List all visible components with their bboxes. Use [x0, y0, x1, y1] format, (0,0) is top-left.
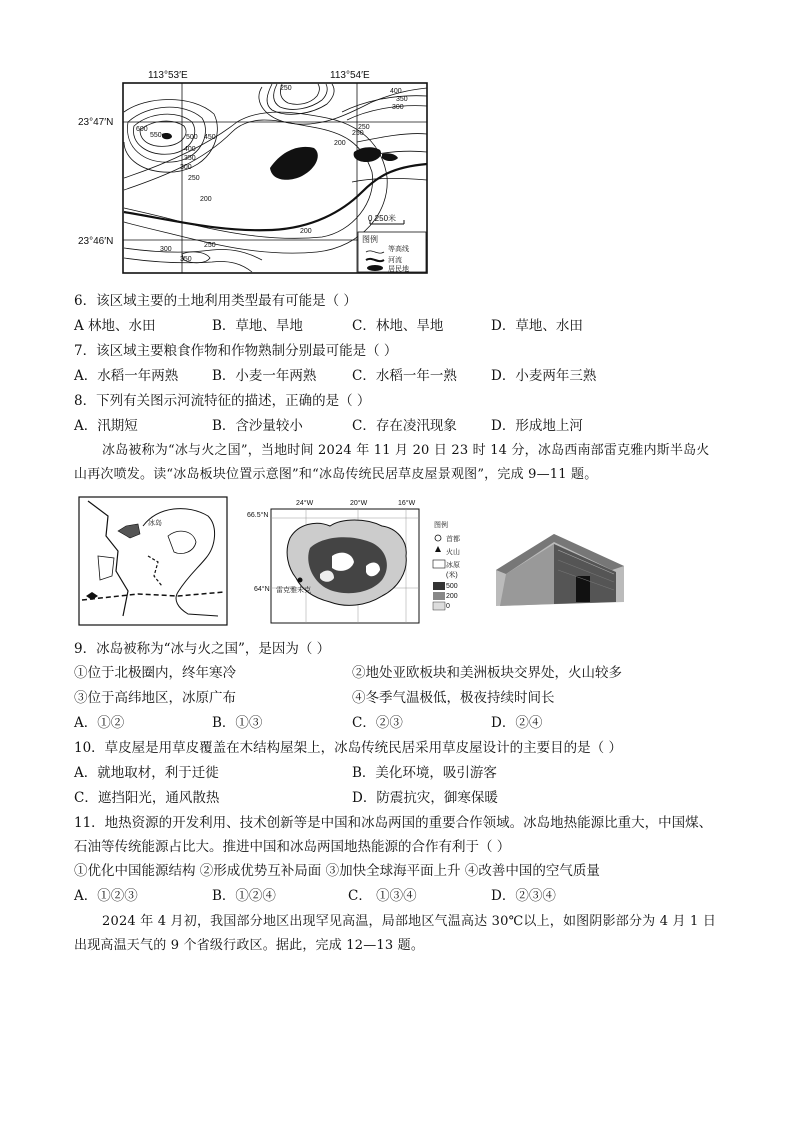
contour-label: 400 [390, 88, 402, 95]
q7-option-d[interactable]: D．小麦两年三熟 [491, 368, 597, 384]
q8-option-d[interactable]: D．形成地上河 [491, 418, 583, 434]
q7-option-c[interactable]: C．水稻一年一熟 [352, 368, 457, 384]
iceland-lat-66n: 66.5°N [247, 512, 269, 519]
q11-option-d[interactable]: D．②③④ [491, 888, 556, 904]
iceland-legend-500: 500 [446, 583, 458, 590]
q9-statement-1: ①位于北极圈内，终年寒冷 [74, 665, 236, 681]
q11-option-b[interactable]: B．①②④ [212, 888, 276, 904]
q11-stem-line2: 石油等传统能源占比大。推进中国和冰岛两国地热能源的合作有利于（ ） [74, 839, 511, 855]
q9-option-c[interactable]: C．②③ [352, 715, 403, 731]
q7-option-a[interactable]: A．水稻一年两熟 [74, 368, 179, 384]
q8-option-a[interactable]: A．汛期短 [74, 418, 138, 434]
topo-legend-contour: 等高线 [388, 246, 409, 253]
q10-option-d[interactable]: D．防震抗灾，御寒保暖 [352, 790, 498, 806]
q11-option-c[interactable]: C． ①③④ [348, 888, 417, 904]
topo-lon-right: 113°54′E [330, 70, 370, 81]
q6-option-b[interactable]: B．草地、旱地 [212, 318, 303, 334]
contour-label: 200 [334, 140, 346, 147]
q8-option-c[interactable]: C．存在凌汛现象 [352, 418, 457, 434]
iceland-legend-icefield: 冰原 [446, 562, 460, 569]
heatwave-intro: 2024 年 4 月初，我国部分地区出现罕见高温，局部地区气温高达 30℃以上，如图阴影部分为 4 月 1 日出现高温天气的 9 个省级行政区。据此，完成 12—13 题。 [74, 914, 717, 953]
q10-option-c[interactable]: C．遮挡阳光，通风散热 [74, 790, 220, 806]
iceland-legend-0: 0 [446, 603, 450, 610]
iceland-lat-64n: 64°N [254, 586, 270, 593]
contour-label: 350 [396, 96, 408, 103]
plate-map-iceland-label: 冰岛 [148, 520, 162, 527]
q10-stem: 10．草皮屋是用草皮覆盖在木结构屋架上，冰岛传统民居采用草皮屋设计的主要目的是（ ） [74, 740, 622, 756]
q6-option-d[interactable]: D．草地、水田 [491, 318, 583, 334]
contour-label: 350 [180, 256, 192, 263]
q6-option-c[interactable]: C．林地、旱地 [352, 318, 444, 334]
iceland-lon-24w: 24°W [296, 500, 314, 507]
contour-label: 400 [184, 146, 196, 153]
q7-stem: 7．该区域主要粮食作物和作物熟制分别最可能是（ ） [74, 343, 398, 359]
topo-lat-bottom: 23°46′N [78, 236, 114, 247]
contour-label: 300 [392, 104, 404, 111]
contour-label: 250 [358, 124, 370, 131]
iceland-legend-unit: (米) [446, 572, 458, 579]
topo-legend-river: 河流 [388, 257, 402, 264]
iceland-legend-title: 图例 [434, 522, 448, 529]
q9-option-a[interactable]: A．①② [74, 715, 125, 731]
q10-option-a[interactable]: A．就地取材，利于迁徙 [74, 765, 219, 781]
contour-label: 250 [188, 175, 200, 182]
q11-option-a[interactable]: A．①②③ [74, 888, 138, 904]
contour-label: 250 [204, 242, 216, 249]
q10-option-b[interactable]: B．美化环境，吸引游客 [352, 765, 497, 781]
q9-statement-4: ④冬季气温极低，极夜持续时间长 [352, 690, 555, 706]
contour-label: 250 [352, 130, 364, 137]
q9-option-b[interactable]: B．①③ [212, 715, 263, 731]
iceland-legend-volcano: 火山 [446, 549, 460, 556]
contour-label: 250 [280, 85, 292, 92]
topo-lon-left: 113°53′E [148, 70, 188, 81]
contour-label: 300 [160, 246, 172, 253]
q8-option-b[interactable]: B．含沙量较小 [212, 418, 303, 434]
iceland-intro: 冰岛被称为“冰与火之国”，当地时间 2024 年 11 月 20 日 23 时 14 分，冰岛西南部雷克雅内斯半岛火山再次喷发。读“冰岛板块位置示意图”和“冰岛传统民居草皮屋景观图”，完成 9—11 题。 [74, 443, 710, 482]
contour-label: 200 [200, 196, 212, 203]
iceland-capital-label: 雷克雅未克 [276, 587, 311, 594]
contour-label: 550 [150, 132, 162, 139]
q11-statements: ①优化中国能源结构 ②形成优势互补局面 ③加快全球海平面上升 ④改善中国的空气质量 [74, 863, 600, 879]
contour-label: 300 [180, 164, 192, 171]
iceland-legend-200: 200 [446, 593, 458, 600]
topo-legend-title: 图例 [362, 235, 378, 244]
topo-lat-top: 23°47′N [78, 117, 114, 128]
iceland-lon-20w: 20°W [350, 500, 368, 507]
q6-stem: 6．该区域主要的土地利用类型最有可能是（ ） [74, 293, 357, 309]
topo-scale: 0 250米 [368, 214, 397, 223]
contour-label: 350 [184, 155, 196, 162]
q11-stem-line1: 11．地热资源的开发利用、技术创新等是中国和冰岛两国的重要合作领域。冰岛地热能源比重大，中国煤、 [74, 815, 713, 831]
contour-label: 200 [300, 228, 312, 235]
turf-house-photo [492, 526, 628, 608]
q8-stem: 8．下列有关图示河流特征的描述，正确的是（ ） [74, 393, 371, 409]
iceland-lon-16w: 16°W [398, 500, 416, 507]
contour-label: 500 [186, 134, 198, 141]
plate-location-map [78, 496, 228, 626]
q7-option-b[interactable]: B．小麦一年两熟 [212, 368, 317, 384]
topo-legend-settlement: 居民地 [388, 266, 409, 273]
q9-stem: 9．冰岛被称为“冰与火之国”，是因为（ ） [74, 641, 331, 657]
q9-statement-3: ③位于高纬地区，冰原广布 [74, 690, 236, 706]
contour-label: 450 [204, 134, 216, 141]
q9-statement-2: ②地处亚欧板块和美洲板块交界处，火山较多 [352, 665, 622, 681]
contour-label: 600 [136, 126, 148, 133]
q9-option-d[interactable]: D．②④ [491, 715, 543, 731]
iceland-legend-capital: 首都 [446, 536, 460, 543]
q6-option-a[interactable]: A 林地、水田 [74, 318, 156, 334]
